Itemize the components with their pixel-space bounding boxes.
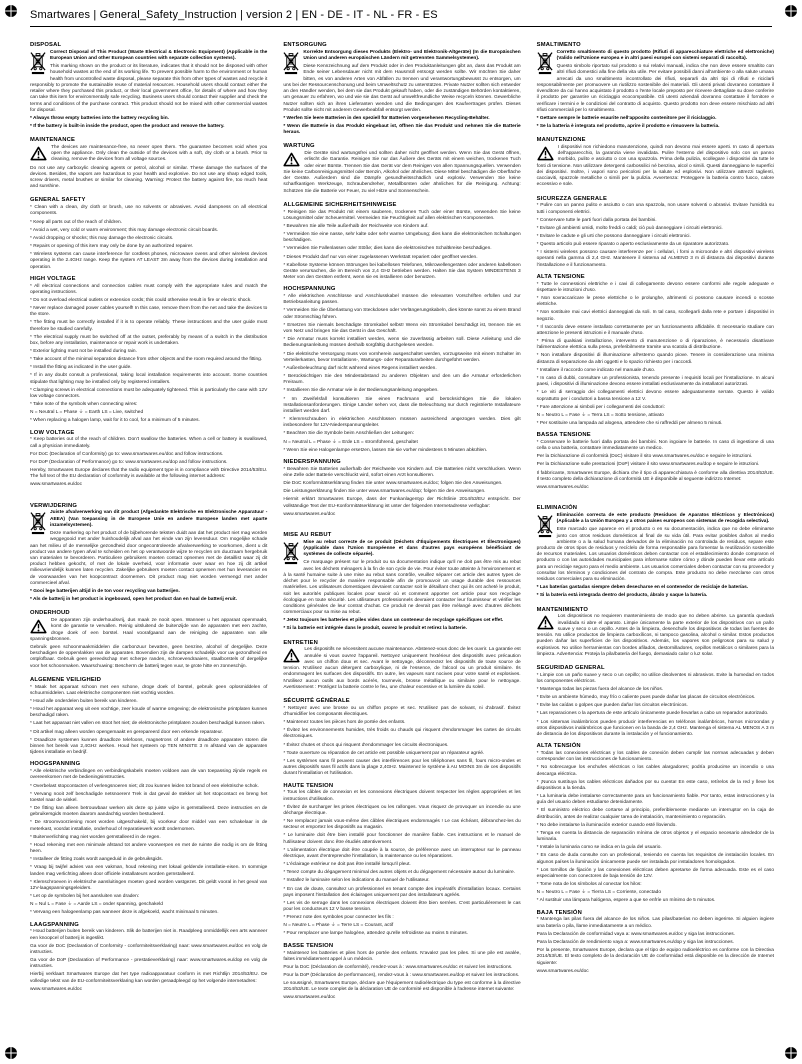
paragraph: * Toute ouverture ou réparation de cet article est possible uniquement par un réparateur agréé. <box>283 750 485 756</box>
section-body <box>30 685 267 757</box>
section-body <box>30 618 267 672</box>
paragraph: * Evite un ambiente húmedo, muy frío o caliente pues puede dañar las placas de circuitos electrónicos. <box>536 695 756 701</box>
paragraph: * Beachten Sie die Symbole beim Anschließen der Leitungen: <box>283 431 414 437</box>
paragraph: * Als de batterij in het product is ingebouwd, open het product dan en haal de batterij eruit. <box>30 597 237 603</box>
url-text: www.smartwares.eu/doc <box>30 482 82 488</box>
paragraph: * The electrical supply must be switched off at the outset, preferably by means of a switch in the distribution box, before any installation, maintenance or repair work is undertaken. <box>30 334 268 346</box>
warning-icon <box>537 146 554 161</box>
paragraph: * Draadloze systemen kunnen draadloze telefoons, magnetrons of andere draadloze apparaten storen die binnen het bereik van 2,4GHz werken. Houd het systeem op TEN MINSTE 3 m afstand van de apparaten tijdens installatie en bedrijf. <box>30 737 268 756</box>
paragraph: * Wenn die Batterie in das Produkt eingebaut ist, öffnen Sie das Produkt und nehmen Sie die Batterie heraus. <box>283 124 521 136</box>
section-heading-baja-tensi-n: BAJA TENSIÓN <box>536 909 583 916</box>
paragraph: * Always throw empty batteries into the battery recycling bin. <box>30 115 169 121</box>
url-text: www.smartwares.eu/doc <box>283 995 336 1001</box>
section-body <box>30 284 267 425</box>
document-title: Smartwares | General_Safety_Instruction | version 2 | EN - DE - IT - NL - FR - ES <box>30 9 438 21</box>
paragraph: * Mantenga las pilas fuera del alcance de los niños. Las pilas/baterías no deben ingerirse. Si alguien ingiere una batería o pila, llame inmediatamente a un médico. <box>536 917 774 929</box>
paragraph: * Tutte le connessioni elettriche e i cavi di collegamento devono essere conformi alle regole adeguate e rispettare le istruzioni d'uso. <box>536 281 774 293</box>
section-body <box>537 454 774 491</box>
section-body <box>283 467 520 479</box>
weee-icon <box>30 511 46 536</box>
paragraph: * Installeer de fitting zoals wordt aangeduid in de gebruiksgids. <box>30 857 163 863</box>
paragraph: * Nettoyez avec une brosse ou un chiffon propre et sec. N'utilisez pas de solvant, ni d'abrasif. Évitez d'humidifier les composants électriques. <box>283 705 521 717</box>
section-heading-hoogspanning: HOOGSPANNING <box>30 761 81 768</box>
paragraph: * Vermeiden Sie Fallenlassen oder Stöße; dies kann die elektronischen Schaltkreise beschädigen. <box>283 246 492 252</box>
section-body <box>30 769 267 916</box>
paragraph: * Non sovraccaricare le prese elettriche o le prolunghe, altrimenti ci possono causare incendi o scosse elettriche. <box>536 296 774 308</box>
paragraph: * Tenez compte du dégagement minimal des autres objets et du dégagement nécessaire autour du luminaire. <box>283 870 515 876</box>
paragraph: * Exterior lighting must not be installed during rain. <box>30 349 137 355</box>
paragraph: Ga voor de DoP (Declaration of Performance - prestatieverklaring) naar: www.smartwares.eu/dop en volg de instructies. <box>30 958 268 970</box>
paragraph: * Installez le luminaire selon les indications du manuel de l'utilisateur. <box>283 878 430 884</box>
paragraph: * Buitenverlichting mag niet worden geïnstalleerd in de regen. <box>30 834 161 840</box>
lang-block-es <box>537 505 774 975</box>
section-heading-entsorgung: ENTSORGUNG <box>283 42 327 48</box>
lang-block-de <box>283 42 520 518</box>
paragraph: * Questo articolo può essere riparato o aperto esclusivamente da un riparatore autorizzato. <box>536 242 730 248</box>
paragraph: Hiermit erklärt Smartwares Europe, dass der Funkanlagentyp der Richtlinie 2014/53/EU entspricht. Der vollständige Text der EU-Konformitätserklärung ist unter der folgenden Internetadresse verfügbar: <box>283 497 521 509</box>
section-heading-eliminaci-n: ELIMINACIÓN <box>536 505 578 512</box>
paragraph: * Clamping screws in electrical connections must be adequately tightened. This is particularly the case with 12V low voltage connectors. <box>30 387 268 400</box>
paragraph: Per la Dichiarazione sulle prestazioni (DoP) visitare il sito www.smartwares.eu/dop e seguire le istruzioni. <box>536 462 760 468</box>
paragraph: Por la presente, Smartwares Europe, declara que el tipo de equipo radioeléctrico es conforme con la Directiva 2014/53/UE. El texto completo de la declaración UE de conformidad está disponible en la dirección de Internet siguiente: <box>536 948 774 966</box>
section-body <box>283 540 520 635</box>
paragraph: N = Nul L = Fase ⏚ = Aarde LS = onder spanning, geschakeld <box>30 902 163 908</box>
weee-icon <box>537 514 553 539</box>
paragraph: * Evitare gli ambienti umidi, molto freddi o caldi; ciò può danneggiare i circuiti elettronici. <box>536 225 723 231</box>
paragraph: * Klemmschrauben in elektrischen Anschlüssen müssen ausreichend angezogen werden. Dies gilt insbesondere für 12V-Niederspannungsleiter. <box>283 417 521 429</box>
section-body <box>283 481 520 518</box>
paragraph: * Maak het apparaat schoon met een schone, droge doek of borstel, gebruik geen oplosmiddelen of schuurmiddelen. Laat elektrische componenten niet vochtig worden. <box>30 684 268 696</box>
paragraph: * El suministro eléctrico debe cortarse al principio, preferiblemente mediante un interruptor en la caja de distribución, antes de realizar cualquier tarea de instalación, mantenimiento o reparación. <box>536 808 774 820</box>
paragraph: * Do not overload electrical outlets or extension cords; this could otherwise result in fire or electric shock. <box>30 297 252 303</box>
section-body <box>30 205 267 271</box>
url-text: www.smartwares.eu/doc <box>30 986 82 992</box>
section-heading-mantenimiento: MANTENIMIENTO <box>536 606 589 613</box>
section-body <box>537 50 774 132</box>
paragraph: * No debe instalarse la iluminación exterior cuando esté lloviendo. <box>536 822 677 828</box>
paragraph: This marking shown on the product or its literature, indicates that it should not be disposed with other household wastes at the end of its working life. To prevent possible harm to the environment or human health from uncontrolled waste disposal, please separate this from other types of wastes and recycle it responsibly to promote the sustainable reuse of material resources. Household users should contact either the retailer where they purchased this product, or their local government office, for details of where and how they can take this item for environmentally safe recycling. Business users should contact their supplier and check the terms and conditions of the purchase contract. This product should not be mixed with other commercial wastes for disposal. <box>30 64 268 113</box>
lang-block-en <box>30 42 267 489</box>
paragraph: De apparaten zijn onderhoudsvrij, dus maak ze nooit open. Wanneer u het apparaat openmaakt, komt de garantie te vervallen. Reinig uitsluitend de buitenzijde van de apparaten met een zachte, droge doek of een borstel. Haal voorafgaand aan de reiniging de apparaten van alle spanningsbronnen. <box>30 618 268 642</box>
paragraph: * Ne remplacez jamais vous-même des câbles électriques endommagés ! Le cas échéant, débranchez-les du secteur et emportez les dispositifs au magasin. <box>283 819 521 831</box>
paragraph: * Les vis de serrage dans les connexions électriques doivent être bien serrées. C'est particulièrement le cas pour les conducteurs 12 V basse tension. <box>283 900 521 913</box>
paragraph: * Houd het apparaat weg uit een vochtige, zeer koude of warme omgeving; de elektronische printplaten kunnen beschadigd raken. <box>30 707 268 719</box>
paragraph: Los dispositivos no requieren mantenimiento de modo que no deben abrirse. La garantía quedará invalidada si abre el aparato. Limpie únicamente la parte exterior de los dispositivos con un paño suave y seco o un cepillo. Antes de la limpieza, desenchufe los dispositivos de todas las fuentes de tensión. No utilice productos de limpieza carboxílicos, ni tampoco gasolina, alcohol o similar. Estos productos pueden dañar las superficies de los dispositivos. Además, los vapores son peligrosos para su salud y explosivos. No utilice herramientas con bordes afilados, destornilladores, cepillos metálicos o similares para la limpieza. Advertencia: Proteja la pila/batería del fuego, demasiado calor o luz solar. <box>536 614 774 657</box>
paragraph: * Gooi lege batterijen altijd in de ton voor recycling van batterijen. <box>30 589 180 595</box>
paragraph: For DoC (Declaration of Conformity) go to: www.smartwares.eu/doc and follow instructions. <box>30 451 224 457</box>
paragraph: * Alle elektrische verbindingen en verbindingskabels moeten voldoen aan de van toepassing zijnde regels en overeenkomen met de bedieningsinstructies. <box>30 769 268 781</box>
paragraph: * Prima di qualsiasi installazione, intervento di manutenzione o di riparazione, è necessario disattivare l'alimentazione elettrica sulla presa, preferibilmente tramite una scatola di distribuzione. <box>536 339 774 351</box>
section-heading-algemene-veiligheid: ALGEMENE VEILIGHEID <box>30 676 102 683</box>
paragraph: * Évitez chutes et chocs qui risquent d'endommager les circuits électroniques. <box>283 742 449 748</box>
paragraph: Korrekte Entsorgung dieses Produkts (Elektro- und Elektronik-Altgeräte) (In die Europäischen Union und anderen europäischen Ländern mit getrennten Sammelsystemen). <box>303 49 521 62</box>
paragraph: * Außenbeleuchtung darf nicht während eines Regens installiert werden. <box>283 365 437 371</box>
url-text: www.smartwares.eu/doc <box>536 968 589 974</box>
paragraph: * All electrical connections and connection cables must comply with the appropriate rules and match the operating instructions. <box>30 283 268 295</box>
paragraph: * Die Armatur muss korrekt installiert werden, wenn sie zuverlässig arbeiten soll. Diese Anleitung und die Bedienungsanleitung müssen deshalb sorgfältig durchgelesen werden. <box>283 337 521 349</box>
paragraph: * If in any doubt consult a professional, taking local installation requirements into account. Some countries stipulate that lighting may be installed only by registered installers. <box>30 373 268 385</box>
paragraph: * L'alimentation électrique doit être coupée à la source, de préférence avec un interrupteur sur le panneau électrique, avant d'entreprendre l'installation, la maintenance ou les réparations. <box>283 847 521 859</box>
paragraph: * Houd batterijen buiten bereik van kinderen. Slik de batterijen niet in. Raadpleeg onmiddellijk een arts wanneer een knoopcel of batterij is ingeslikt. <box>30 929 268 941</box>
paragraph: Gebruik geen schoonmaakmiddelen die carbonzuur bevatten, geen benzine, alcohol of dergelijke. Deze beschadigen de oppervlakken van de apparaten. Bovendien zijn de dampen schadelijk voor uw gezondheid en ontplofbaar. Gebruik geen gereedschap met scherpe randen, schroevendraaiers, staalborstels of dergelijke voor het schoonmaken. Waarschuwing: Bescherm de batterij tegen vuur, te grote hitte en zonneschijn. <box>30 644 268 669</box>
section-body <box>537 932 774 975</box>
paragraph: Die Geräte sind wartungsfrei und sollten daher nicht geöffnet werden. Wenn Sie das Gerät öffnen, erlischt die Garantie. Reinigen Sie nur das Äußere des Geräts mit einem weichen, trockenen Tuch oder einer Bürste. Trennen Sie das Gerät vor dem Reinigen von allen Spannungsquellen. Verwenden Sie keine Carbonreinigungsmittel oder Benzin, Alkohol oder ähnliches. Diese Mittel beschädigen die Oberfläche der Geräte. Außerdem sind die Dämpfe gesundheitsschädlich und explosiv. Verwenden Sie keine scharfkantigen Werkzeuge, Schraubendreher, Metallbürsten oder ähnliches für die Reinigung. Achtung: Schützen Sie die Batterie vor Feuer, zu viel Hitze und Sonnenschein. <box>283 151 521 194</box>
paragraph: * Houd alle onderdelen buiten bereik van kinderen. <box>30 698 138 704</box>
paragraph: Die Leistungserklärung finden Sie unter www.smartwares.eu/dop; folgen Sie den Anweisungen. <box>283 489 486 495</box>
paragraph: * Limpie con un paño suave y seco o un cepillo; no utilice disolventes ni abrasivos. Evite la humedad en todos los componentes eléctricos. <box>536 672 774 684</box>
section-heading-entretien: ENTRETIEN <box>283 639 318 646</box>
paragraph: * I sistemi wireless possono causare interferenze per i cellulari, i forni a microonde e altri dispositivi wireless operanti nella gamma di 2,4 GHz. Mantenere il sistema ad ALMENO 3 m di distanza dai dispositivi durante l'installazione e il funzionamento. <box>536 250 774 268</box>
paragraph: * Tenga en cuenta la distancia de separación mínima de otros objetos y el espacio necesario alrededor de la luminaria. <box>536 830 774 843</box>
paragraph: * Evitare le cadute e gli urti che possono danneggiare i circuiti elettronici. <box>536 233 691 239</box>
section-body <box>30 944 267 993</box>
paragraph: Ce marquage présent sur le produit ou sa documentation indique qu'il ne doit pas être mis au rebut avec les déchets ménagers à la fin de son cycle de vie. Pour éviter toute atteinte à l'environnement et à la santé humaine suite à une mise au rebut sans contrôle, veuillez séparer cet article des autres types de déchet pour le recycler de manière responsable afin de promouvoir un usage durable des ressources matérielles. Les utilisateurs domestiques devraient contacter soit le détaillant chez qui ils ont acheté le produit, soit les autorités publiques locales pour savoir où et comment apporter cet article pour son recyclage écologique en toute sécurité. Les utilisateurs professionnels devraient contacter leur fournisseur et vérifier les conditions générales de leur contrat d'achat. Ce produit ne devrait pas être mélangé avec d'autres déchets commerciaux pour sa mise au rebut. <box>283 560 521 616</box>
section-heading-seguridad-general: SEGURIDAD GENERAL <box>536 664 605 671</box>
paragraph: Correct Disposal of This Product (Waste Electrical & Electronic Equipment) (Applicable in the European Union and other European countries with separate collection systems). <box>50 49 268 62</box>
paragraph: * Conservare le batterie fuori dalla portata dei bambini. Non ingoiare le batterie. In caso di ingestione di una cella o una batteria, contattare immediatamente un medico. <box>536 439 774 452</box>
section-body <box>537 203 774 269</box>
warning-icon <box>537 615 554 630</box>
lang-block-it <box>537 42 774 491</box>
section-heading-s-curit-g-n-rale: SÉCURITÉ GÉNÉRALE <box>283 697 350 704</box>
page-header <box>0 0 802 21</box>
section-body <box>283 50 520 139</box>
section-heading-low-voltage: LOW VOLTAGE <box>30 429 75 436</box>
section-body <box>283 790 520 937</box>
weee-icon <box>30 51 46 76</box>
paragraph: Ga voor de DoC (Declaration of Conformity - conformiteitsverklaring) naar: www.smartwares.eu/doc en volg de instructies. <box>30 943 268 955</box>
section-body <box>30 929 267 941</box>
paragraph: * Évitez de surcharger les prises électriques ou les rallonges. Vous risquez de provoquer un incendie ou une décharge électrique. <box>283 804 521 816</box>
paragraph: * Laat het apparaat niet vallen en stoot het niet; de elektronische printplaten zouden beschadigd kunnen raken. <box>30 721 266 727</box>
column-2 <box>283 37 520 1004</box>
section-body <box>283 210 520 282</box>
section-heading-manutenzione: MANUTENZIONE <box>536 137 586 144</box>
paragraph: * Berücksichtigen Sie den Mindestabstand zu anderen Objekten und den um die Armatur erforderlichen Freiraum. <box>283 374 521 386</box>
paragraph: Para la Declaración de rendimiento vaya a: www.smartwares.eu/dop y siga las instrucciones. <box>536 939 734 945</box>
section-heading-maintenance: MAINTENANCE <box>30 137 76 144</box>
paragraph: * Avoid a wet, very cold or warm environment; this may damage electronic circuit boards. <box>30 227 219 233</box>
registration-mark <box>785 5 797 17</box>
paragraph: * Dieses Produkt darf nur von einer zugelassenen Werkstatt repariert oder geöffnet werden. <box>283 254 478 260</box>
paragraph: * Pulire con un panno pulito e asciutto o con una spazzola, non usare solventi o abrasivi. Evitare l'umidità su tutti i componenti elettrici. <box>536 203 774 215</box>
paragraph: * No sobrecargue los enchufes eléctricos o los cables alargadores; podría producirse un incendio o una descarga eléctrica. <box>536 765 774 777</box>
section-body <box>30 437 267 449</box>
section-heading-hochspannung: HOCHSPANNUNG <box>283 286 336 293</box>
paragraph: * Los tornillos de fijación y las conexiones eléctricas deben apretarse de forma adecuada. Este es el caso especialmente con conectores de baja tensión de 12V. <box>536 867 774 880</box>
section-heading-sicurezza-generale: SICUREZZA GENERALE <box>536 195 608 202</box>
paragraph: * Las reparaciones o la apertura de este artículo únicamente puede llevarlas a cabo un reparador autorizado. <box>536 711 769 717</box>
paragraph: * En cas de doute, consultez un professionnel en tenant compte des impératifs d'installation locaux. Certains pays imposent l'installation des éclairages uniquement par des installateurs agréés. <box>283 886 521 898</box>
paragraph: * The fitting must be correctly installed if it is to operate reliably. These instructions and the user guide must therefore be studied carefully. <box>30 320 268 332</box>
paragraph: * Non installare dispositivi di illuminazione all'esterno quando piove. Tenere in considerazione una minima distanza di separazione da altri oggetti e lo spazio richiesto per i raccordi. <box>536 353 774 365</box>
paragraph: * Conservare tutte le parti fuori dalla portata dei bambini. <box>536 217 657 223</box>
paragraph: * Jetez toujours les batteries et piles vides dans un conteneur de recyclage spécifiques cet effet. <box>283 618 504 624</box>
section-body <box>537 673 774 739</box>
paragraph: Hierbij verklaart Smartwares Europe dat het type radioapparatuur conform is met Richtlijn 2014/53/EU. De volledige tekst van de EU-conformiteitsverklaring kan worden geraadpleegd op het volgende internetadres: <box>30 972 268 984</box>
section-body <box>537 282 774 427</box>
section-heading-verwijdering: VERWIJDERING <box>30 502 78 509</box>
section-heading-alta-tensione: ALTA TENSIONE <box>536 273 585 280</box>
warning-icon <box>30 619 47 634</box>
paragraph: * When replacing a halogen lamp, wait for it to cool, for a minimum of 5 minutes. <box>30 418 200 424</box>
paragraph: * Avoid dropping or shocks; this may damage the electronic circuits. <box>30 235 174 241</box>
section-body <box>537 917 774 929</box>
section-body <box>283 151 520 197</box>
paragraph: * Non sostituire mai cavi elettrici danneggiati da soli. In tal caso, scollegarli dalla rete e portare i dispositivi in negozio. <box>536 310 774 322</box>
warning-icon <box>283 648 300 663</box>
paragraph: * Le viti di serraggio dei collegamenti elettrici devono essere adeguatamente serrate. Questo è valido soprattutto per i conduttori a bassa tensione a 12 V. <box>536 390 774 402</box>
paragraph: * Il raccordo deve essere installato correttamente per un funzionamento affidabile. È necessario studiare con attenzione le presenti istruzioni e il manuale d'uso. <box>536 324 774 336</box>
paragraph: * Ersetzen Sie niemals beschädigte Stromkabel selbst! Wenn ein Stromkabel beschädigt ist, trennen Sie es vom Netz und bringen Sie das Gerät in das Geschäft. <box>283 322 521 335</box>
weee-icon <box>537 51 553 76</box>
paragraph: * In caso di dubbi, consultare un professionista, tenendo presente i requisiti locali per l'installazione. In alcuni paesi, i dispositivi di illuminazione devono essere installati esclusivamente da installatori autorizzati. <box>536 375 774 388</box>
paragraph: * Keep all parts out of the reach of children. <box>30 219 122 225</box>
paragraph: Diese Kennzeichnung auf dem Produkt oder in den Produktanleitungen gibt an, dass das Produkt am Ende seiner Lebensdauer nicht mit dem Hausmüll entsorgt werden sollte. Wir möchten Sie daher bitten, es von anderen Arten von Abfällen zu trennen und verantwortungsbewusst zu entsorgen, um uns bei der Ressourcenschonung und beim Umweltschutz zu unterstützen. Private Nutzer sollten sich entweder an den Händler wenden, bei dem sie das Produkt gekauft haben, oder die zuständigen Behörden kontaktieren, um genauer zu erfahren, wo und wie sie das Gerät auf umweltfreundliche Weise recyceln können. Gewerbliche Nutzer sollten sich an ihren Lieferanten wenden und die Bedingungen des Kaufvertrages prüfen. Dieses Produkt sollte nicht mit anderem Gewerbeabfall entsorgt werden. <box>283 64 521 113</box>
section-body <box>537 440 774 452</box>
paragraph: * Evite las caídas o golpes que pueden dañar los circuitos electrónicos. <box>536 703 688 709</box>
paragraph: * Take note of the symbols when connecting wires: <box>30 402 138 408</box>
paragraph: * Tome nota de los símbolos al conectar los hilos: <box>536 882 642 888</box>
paragraph: * Todas las conexiones eléctricas y los cables de conexión deben cumplir las normas adecuadas y deben corresponder con las instrucciones de funcionamiento. <box>536 751 774 763</box>
section-body <box>537 513 774 602</box>
paragraph: * Mantenga todas las piezas fuera del alcance de los niños. <box>536 687 664 693</box>
content-columns <box>0 27 802 1020</box>
paragraph: Mise au rebut correcte de ce produit (Déchets d'Équipements Électriques et Électroniques) (Applicable dans l'Union Européenne et dans d'autres pays européens bénéficiant de systèmes de collecte séparée). <box>303 539 521 558</box>
paragraph: * Install the fitting as indicated in the user guide. <box>30 365 132 371</box>
paragraph: * Évitez les environnements humides, très froids ou chauds qui risquent d'endommager les cartes de circuits électroniques. <box>283 728 521 740</box>
section-body <box>283 965 520 1002</box>
paragraph: * Clean with a clean, dry cloth or brush, use no solvents or abrasives. Avoid dampness on all electrical components. <box>30 205 268 217</box>
paragraph: * Vervang een halogeenlamp pas wanneer deze is afgekoeld, wacht minimaal 5 minuten. <box>30 910 219 916</box>
paragraph: Pour la DoP (Déclaration de performances), rendez-vous à : www.smartwares.eu/dop et suivez les instructions. <box>283 972 520 978</box>
paragraph: * Houd rekening met een minimale afstand tot andere voorwerpen en met de ruimte die nodig is om de fitting heen. <box>30 842 268 855</box>
paragraph: Per la Dichiarazione di conformità (DoC) visitare il sito www.smartwares.eu/doc e seguire le istruzioni. <box>536 454 753 460</box>
paragraph: * En caso de duda consulte con un profesional, teniendo en cuenta los requisitos de instalación locales. En algunos países la iluminación únicamente puede ser instalada por instaladores homologados. <box>536 853 774 865</box>
paragraph: N = Neutral L = Phase ⏚ = Erde LS = stromführend, geschaltet <box>283 439 418 445</box>
section-heading-disposal: DISPOSAL <box>30 42 62 48</box>
paragraph: Questo simbolo riportato sul prodotto o sui relativi manuali, indica che non deve essere smaltito con altri rifiuti domestici alla fine della vita utile. Per evitare possibili danni all'ambiente o alla salute umana arrecati da uno smaltimento incontrollato dei rifiuti, separarli da altri tipi di rifiuti e riciclarli responsabilmente per promuovere un riutilizzo sostenibile dei materiali. Gli utenti privati dovranno contattare il rivenditore da cui hanno acquistato il prodotto o l'ente locale preposto per ricevere dettagliate su dove conferire il prodotto per garantire un riciclaggio ecocompatibile. Gli utenti aziendali dovranno contattare il fornitore e verificare i termini e le condizioni del contratto di acquisto. Questo prodotto non deve essere mischiato ad altri rifiuti commerciali per lo smaltimento. <box>536 64 774 113</box>
paragraph: Corretto smaltimento di questo prodotto (Rifiuti di apparecchiature elettriche ed elettroniche) (Valido nell'Unione europea e in altri paesi europei con sistemi separati di raccolta). <box>556 49 774 62</box>
warning-icon <box>283 152 300 167</box>
paragraph: * Prenez note des symboles pour connecter les fils : <box>283 915 394 921</box>
column-1 <box>30 37 267 995</box>
paragraph: * Per sostituire una lampada ad alogena, attendere che si raffreddi per almeno 5 minuti. <box>536 420 723 426</box>
paragraph: * Wenn Sie eine Halogenlampe ersetzen, lassen Sie sie vorher mindestens 5 Minuten abkühlen. <box>283 447 488 453</box>
registration-mark <box>5 5 17 17</box>
paragraph: * Maintenez toutes les pièces hors de portée des enfants. <box>283 720 406 726</box>
paragraph: * Fare attenzione ai simboli per i collegamenti dei conduttori: <box>536 404 665 410</box>
paragraph: * Vraag bij twijfel advies van een vakman, houd rekening met lokaal geldende installatie-eisen. In sommige landen mag verlichting alleen door officiële installateurs worden geïnstalleerd. <box>30 865 268 877</box>
paragraph: * Maintenez les batteries et piles hors de portée des enfants. N'avalez pas les piles. Si une pile est avalée, faites immédiatement appel à un médecin. <box>283 950 521 962</box>
paragraph: I dispositivi non richiedono manutenzione, quindi non devono mai essere aperti. In caso di apertura dell'apparecchio, la garanzia viene invalidata. Pulire l'esterno del dispositivo solo con un panno morbido, pulito e asciutto o con una spazzola. Prima della pulizia, scollegare i dispositivi da tutte le fonti di tensione. Non utilizzare detergenti carbossilici né benzina, alcol o simili. Questi danneggiano le superfici dei dispositivi. Inoltre, i vapori sono pericolosi per la salute ed esplosivi. Non utilizzare attrezzi taglienti, cacciaviti, spazzole metalliche o simili per la pulizia. Avvertenza: Proteggere la batteria contro fuoco, calore eccessivo e sole. <box>536 144 774 188</box>
section-body <box>537 145 774 191</box>
section-body <box>30 145 267 192</box>
paragraph: * Installieren Sie die Armatur wie in der Bedienungsanleitung angegeben. <box>283 388 439 394</box>
section-body <box>283 706 520 778</box>
section-heading-bassa-tensione: BASSA TENSIONE <box>536 432 591 439</box>
paragraph: Do not use any carboxylic cleaning agents or petrol, alcohol or similar. These damage the surfaces of the devices. Besides, the vapors are hazardous to your health and explosive. Do not use any sharp edged tools, screw drivers, metal brushes or similar for cleaning. Warning: Protect the battery against fire, too much heat and sunshine. <box>30 165 268 190</box>
paragraph: * Werfen Sie leere Batterien in den speziell für Batterien vorgesehenen Recycling-Behälter. <box>283 115 490 121</box>
paragraph: The devices are maintenance-free, so never open them. The guarantee becomes void when you open the appliance. Only clean the outside of the devices with a soft, dry cloth or a brush. Prior to cleaning, remove the devices from all voltage sources. <box>51 144 268 163</box>
paragraph: * La luminaria debe instalarse correctamente para un funcionamiento fiable. Por tanto, estas instrucciones y la guía del usuario deben estudiarse detenidamente. <box>536 794 774 806</box>
column-3 <box>537 37 774 977</box>
paragraph: * Alle elektrischen Anschlüsse und Anschlusskabel müssen die relevanten Vorschriften erfüllen und zur Betriebsanleitung passen. <box>283 294 521 306</box>
paragraph: * Repairs or opening of this item may only be done by an authorized repairer. <box>30 243 194 249</box>
section-heading-high-voltage: HIGH VOLTAGE <box>30 275 76 282</box>
section-body <box>537 751 774 905</box>
paragraph: * Klemschroeven in elektrische aansluitingen moeten goed worden vastgezet. Dit geldt vooral in het geval van 12V-laagspanningsgeleiders. <box>30 879 268 891</box>
paragraph: * De stroomvoorziening moet worden uitgeschakeld, bij voorkeur door middel van een schakelaar in de meterkast, voordat installatie, onderhoud of reparatiewerk wordt ondernomen. <box>30 820 268 832</box>
registration-mark <box>785 1047 797 1059</box>
section-heading-laagspanning: LAAGSPANNING <box>30 921 79 928</box>
paragraph: * Take account of the minimal separation distance from other objects and the room required around the fitting. <box>30 357 263 363</box>
section-body <box>283 647 520 693</box>
section-heading-niederspannung: NIEDERSPANNUNG <box>283 458 341 465</box>
lang-block-nl <box>30 503 267 993</box>
paragraph: * Die elektrische Versorgung muss von vornherein ausgeschaltet werden, vorzugsweise mit einem Schalter im Verteilerkasten, bevor Installations-, Wartungs- oder Reparaturarbeiten durchgeführt werden. <box>283 351 521 363</box>
paragraph: For DoP (Declaration of Performance) go to: www.smartwares.eu/dop and follow instructions. <box>30 459 228 465</box>
weee-icon <box>283 51 299 76</box>
paragraph: * Keep batteries out of the reach of children. Don't swallow the batteries. When a cell or battery is swallowed, call a physician immediately. <box>30 437 268 449</box>
paragraph: * Le luminaire doit être bien installé pour fonctionner de manière fiable. Ces instructions et le manuel de l'utilisateur doivent donc être étudiés attentivement. <box>283 833 521 845</box>
paragraph: * Las baterías gastadas siempre deben desecharse en el contenedor de reciclaje de baterías. <box>536 585 749 591</box>
warning-icon <box>30 146 47 161</box>
section-heading-wartung: WARTUNG <box>283 143 315 150</box>
paragraph: * Bewahren Sie Batterien außerhalb der Reichweite von Kindern auf. Die Batterien nicht verschlucken. Wenn eine Zelle oder Batterie verschluckt wird, sofort einen Arzt konsultieren. <box>283 466 521 478</box>
paragraph: Eliminación correcta de este producto (Residuos de Aparatos Eléctricos y Electrónicos) (Aplicable a la Unión Europea y a otros países europeos con sistemas de recogida selectiva). <box>556 512 774 525</box>
section-body <box>30 510 267 605</box>
paragraph: * Los sistemas inalámbricos pueden producir interferencias en teléfonos inalámbricos, hornos microondas y otros dispositivos inalámbricos que funcionen en la banda de 2,4 GHz. Mantenga el sistema AL MENOS A 3 m de distancia de los dispositivos durante la instalación y el funcionamiento. <box>536 719 774 737</box>
paragraph: * Instale la luminaria como se indica en la guía del usuario. <box>536 845 662 851</box>
section-body <box>30 50 267 132</box>
paragraph: Deze markering op het product of de bijbehorende teksten duidt aan dat het product niet mag worden weggegooid met ander huishoudelijk afval aan het einde van zijn levensduur. Om mogelijke schade aan het milieu of de menselijke gezondheid door ongecontroleerde afvalverwerking te voorkomen, dient u dit product van andere typen afval te scheiden en het op verantwoorde wijze te recyclen om duurzaam hergebruik van materialen te bevorderen. Particuliere gebruikers moeten contact opnemen met de detaillist waar zij dit product hebben gekocht, of met de lokale overheid, voor informatie over waar en hoe zij dit artikel milieuvriendelijk kunnen laten recyclen. Zakelijke gebruikers moeten contact opnemen met hun leverancier en de voorwaarden van het koopcontract doornemen. Dit product mag niet worden vermengd met ander commercieel afval. <box>30 531 268 586</box>
section-heading-haute-tension: HAUTE TENSION <box>283 782 334 789</box>
paragraph: Le soussigné, Smartwares Europe, déclare que l'équipement radioélectrique du type est conforme à la directive 2014/53/UE. Le texte complet de la déclaration UE de conformité est disponible à l'adresse internet suivante: <box>283 981 521 993</box>
section-heading-allgemeine-sicherheitshinweise: ALLGEMEINE SICHERHEITSHINWEISE <box>283 201 397 208</box>
paragraph: N = Neutro L = Fase ⏚ = Tierra LS = Corriente, conectado <box>536 890 661 896</box>
paragraph: Este marcado que aparece en el producto o en su documentación, indica que no debe eliminarse junto con otros residuos domésticos al final de su vida útil. Para evitar posibles daños al medio ambiente o a la salud humana derivados de la eliminación no controlada de residuos, separe este producto de otros tipos de residuos y recíclelo de forma responsable para fomentar la reutilización sostenible de recursos materiales. Los usuarios domésticos deben contactar con el establecimiento donde compraron el producto o con las autoridades municipales para informarse sobre cómo y dónde pueden llevar este artículo para un reciclaje seguro para el medio ambiente. Los usuarios comerciales deben contactar con su proveedor y consultar los términos y condiciones del contrato de compra. Este producto no debe mezclarse con otros residuos comerciales para su eliminación. <box>536 527 774 583</box>
section-body <box>30 452 267 489</box>
paragraph: * Tous les câbles de connexion et les connexions électriques doivent respecter les règles appropriées et les instructions d'utilisation. <box>283 790 521 802</box>
paragraph: * De fitting kan alleen betrouwbaar werken als deze op juiste wijze is geïnstalleerd. Deze instructies en de gebruikersgids moeten daarom aandachtig worden bestudeerd. <box>30 806 268 818</box>
lang-block-fr <box>283 532 520 1002</box>
paragraph: * ¡Nunca sustituya los cables eléctricos dañados por su cuenta! En este caso, retírelos de la red y lleve los dispositivos a la tienda. <box>536 779 774 791</box>
section-heading-onderhoud: ONDERHOUD <box>30 610 70 617</box>
paragraph: * Vermeiden Sie die Überlastung von Steckdosen oder Verlängerungskabeln, dies könnte sonst zu einem Brand oder Stromschlag führen. <box>283 308 521 320</box>
section-body <box>283 951 520 963</box>
section-heading-general-safety: GENERAL SAFETY <box>30 197 86 204</box>
section-body <box>283 294 520 454</box>
section-body <box>537 614 774 660</box>
paragraph: * Vervang nooit zelf beschadigde netsnoeren! Trek in dat geval de stekker uit het stopcontact en breng het toestel naar de winkel. <box>30 791 268 803</box>
paragraph: * Vermeiden Sie eine nasse, sehr kalte oder sehr warme Umgebung; dies kann die elektronischen Schaltungen beschädigen. <box>283 232 521 244</box>
paragraph: Die DoC Konformitätserklärung finden Sie unter www.smartwares.eu/doc; folgen Sie den Anweisungen. <box>283 481 503 487</box>
paragraph: * Installare il raccordo come indicato nel manuale d'uso. <box>536 367 656 373</box>
paragraph: * Gettare sempre le batterie esaurite nell'apposito contenitore per il riciclaggio. <box>536 115 717 121</box>
registration-mark <box>5 1047 17 1059</box>
url-text: www.smartwares.eu/doc <box>536 484 589 490</box>
paragraph: * Kabellose Systeme können Störungen bei kabellosen Telefonen, Mikrowellengeräten oder anderen kabellosen Geräte verursachen, die im Bereich von 2,4 GHz betrieben werden. Halten Sie das System MINDESTENS 3 Meter von den Geräten entfernt, wenn sie es installieren oder benutzen. <box>283 262 521 281</box>
paragraph: * Dit artikel mag alleen worden opengemaakt en gerepareerd door een erkende reparateur. <box>30 729 224 735</box>
paragraph: * Se la batteria è integrata nel prodotto, aprire il prodotto e rimuovere la batteria. <box>536 124 720 130</box>
paragraph: * Wireless systems can cause interference for cordless phones, microwave ovens and other wireless devices operating in the 2.4GHz range. Keep the system AT LEAST 3m away from the devices during installation and operation. <box>30 252 268 270</box>
paragraph: N = Neutro L = Fase ⏚ = Terra LS = Sotto tensione, attivato <box>536 412 664 418</box>
weee-icon <box>283 541 299 566</box>
paragraph: Il fabbricante, Smartwares Europe, dichiara che il tipo di apparecchiatura è conforme alla direttiva 2014/53/UE. Il testo completo della dichiarazione di conformità UE è disponibile al seguente indirizzo Internet: <box>536 470 774 482</box>
paragraph: * Les systèmes sans fil peuvent causer des interférences pour les téléphones sans fil, fours micro-ondes et autres dispositifs sans fil actifs dans la plage 2,4GHz. Maintenez le système à AU MOINS 3m de ces dispositifs durant l'installation et l'utilisation. <box>283 758 521 777</box>
section-heading-smaltimento: SMALTIMENTO <box>536 42 581 48</box>
section-heading-mise-au-rebut: MISE AU REBUT <box>283 531 332 538</box>
section-heading-alta-tensi-n: ALTA TENSIÓN <box>536 743 581 750</box>
paragraph: * Never replace damaged power cables yourself! In this case, remove them from the net and take the devices to the store. <box>30 306 268 318</box>
paragraph: * Bewahren Sie alle Teile außerhalb der Reichweite von Kindern auf. <box>283 223 429 229</box>
paragraph: Hereby, Smartwares Europe declares that the radio equipment type is in compliance with Directive 2014/53/EU. The full text of the EU declaration of conformity is available at the following internet address: <box>30 468 268 480</box>
url-text: www.smartwares.eu/doc <box>283 511 336 517</box>
paragraph: N = Neutre L = Phase ⏚ = Terre LS = Courant, actif <box>283 923 394 929</box>
paragraph: * Si la batterie est intégrée dans le produit, ouvrez le produit et retirez la batterie. <box>283 626 467 632</box>
paragraph: Juiste afvalverwerking van dit product (Afgedankte Elektrische en Elektronische Apparatuur - AEEA) (Van toepassing in de Europese Unie en andere Europese landen met aparte inzamelsystemen). <box>50 510 268 528</box>
paragraph: * If the battery is built-in inside the product, open the product and remove the battery. <box>30 124 225 130</box>
paragraph: Pour la DoC (Déclaration de conformité), rendez-vous à : www.smartwares.eu/doc et suivez les instructions. <box>283 964 513 970</box>
paragraph: * Al sustituir una lámpara halógena, espere a que se enfríe un mínimo de 5 minutos. <box>536 898 716 904</box>
paragraph: * Pour remplacer une lampe halogène, attendez qu'elle refroidisse au moins 5 minutes. <box>283 931 468 937</box>
paragraph: * Overbelast stopcontacten of verlengsnoeren niet; dit zou kunnen leiden tot brand of een elektrische schok. <box>30 783 259 789</box>
paragraph: * L'éclairage extérieur ne doit pas être installé lorsqu'il pleut. <box>283 862 411 868</box>
paragraph: * Si la batería está integrada dentro del producto, ábralo y saque la batería. <box>536 593 708 599</box>
paragraph: N = Neutral L = Phase ⏚ = Earth LS = Live, switched <box>30 410 144 416</box>
paragraph: * Im Zweifelsfall konsultieren Sie einen Fachmann und berücksichtigen Sie die lokalen Installationsanforderungen. Einige Länder sehen vor, dass die Beleuchtung nur durch registrierte Installateure installiert werden darf. <box>283 396 521 414</box>
section-heading-basse-tension: BASSE TENSION <box>283 942 334 949</box>
paragraph: * Let op de symbolen bij het aansluiten van draden: <box>30 894 140 900</box>
paragraph: Para la Declaración de conformidad vaya a: www.smartwares.eu/doc y siga las instrucciones. <box>536 931 736 937</box>
paragraph: * Reinigen Sie das Produkt mit einem sauberen, trockenen Tuch oder einer Bürste, verwenden Sie keine Lösungsmittel oder Scheuermittel. Vermeiden Sie Feuchtigkeit auf allen elektrischen Komponenten. <box>283 209 521 221</box>
paragraph: Les dispositifs ne nécessitent aucune maintenance. Abstenez-vous donc de les ouvrir. La garantie est annulée si vous ouvrez l'appareil. Nettoyez uniquement l'extérieur des dispositifs avec précaution avec un chiffon doux et sec. Avant le nettoyage, déconnectez les dispositifs de toute source de tension. N'utilisez aucun détergent carboxylique, ni de l'essence, de l'alcool ou un produit similaire. Ils endommagent les surfaces des dispositifs. En outre, les vapeurs sont nocives pour votre santé et explosives. N'utilisez aucun outils aux bords acérés, tournevis, brosse métallique ou similaire pour le nettoyage. Avertissement : Protégez la batterie contre le feu, une chaleur excessive et la lumière du soleil. <box>283 647 521 690</box>
